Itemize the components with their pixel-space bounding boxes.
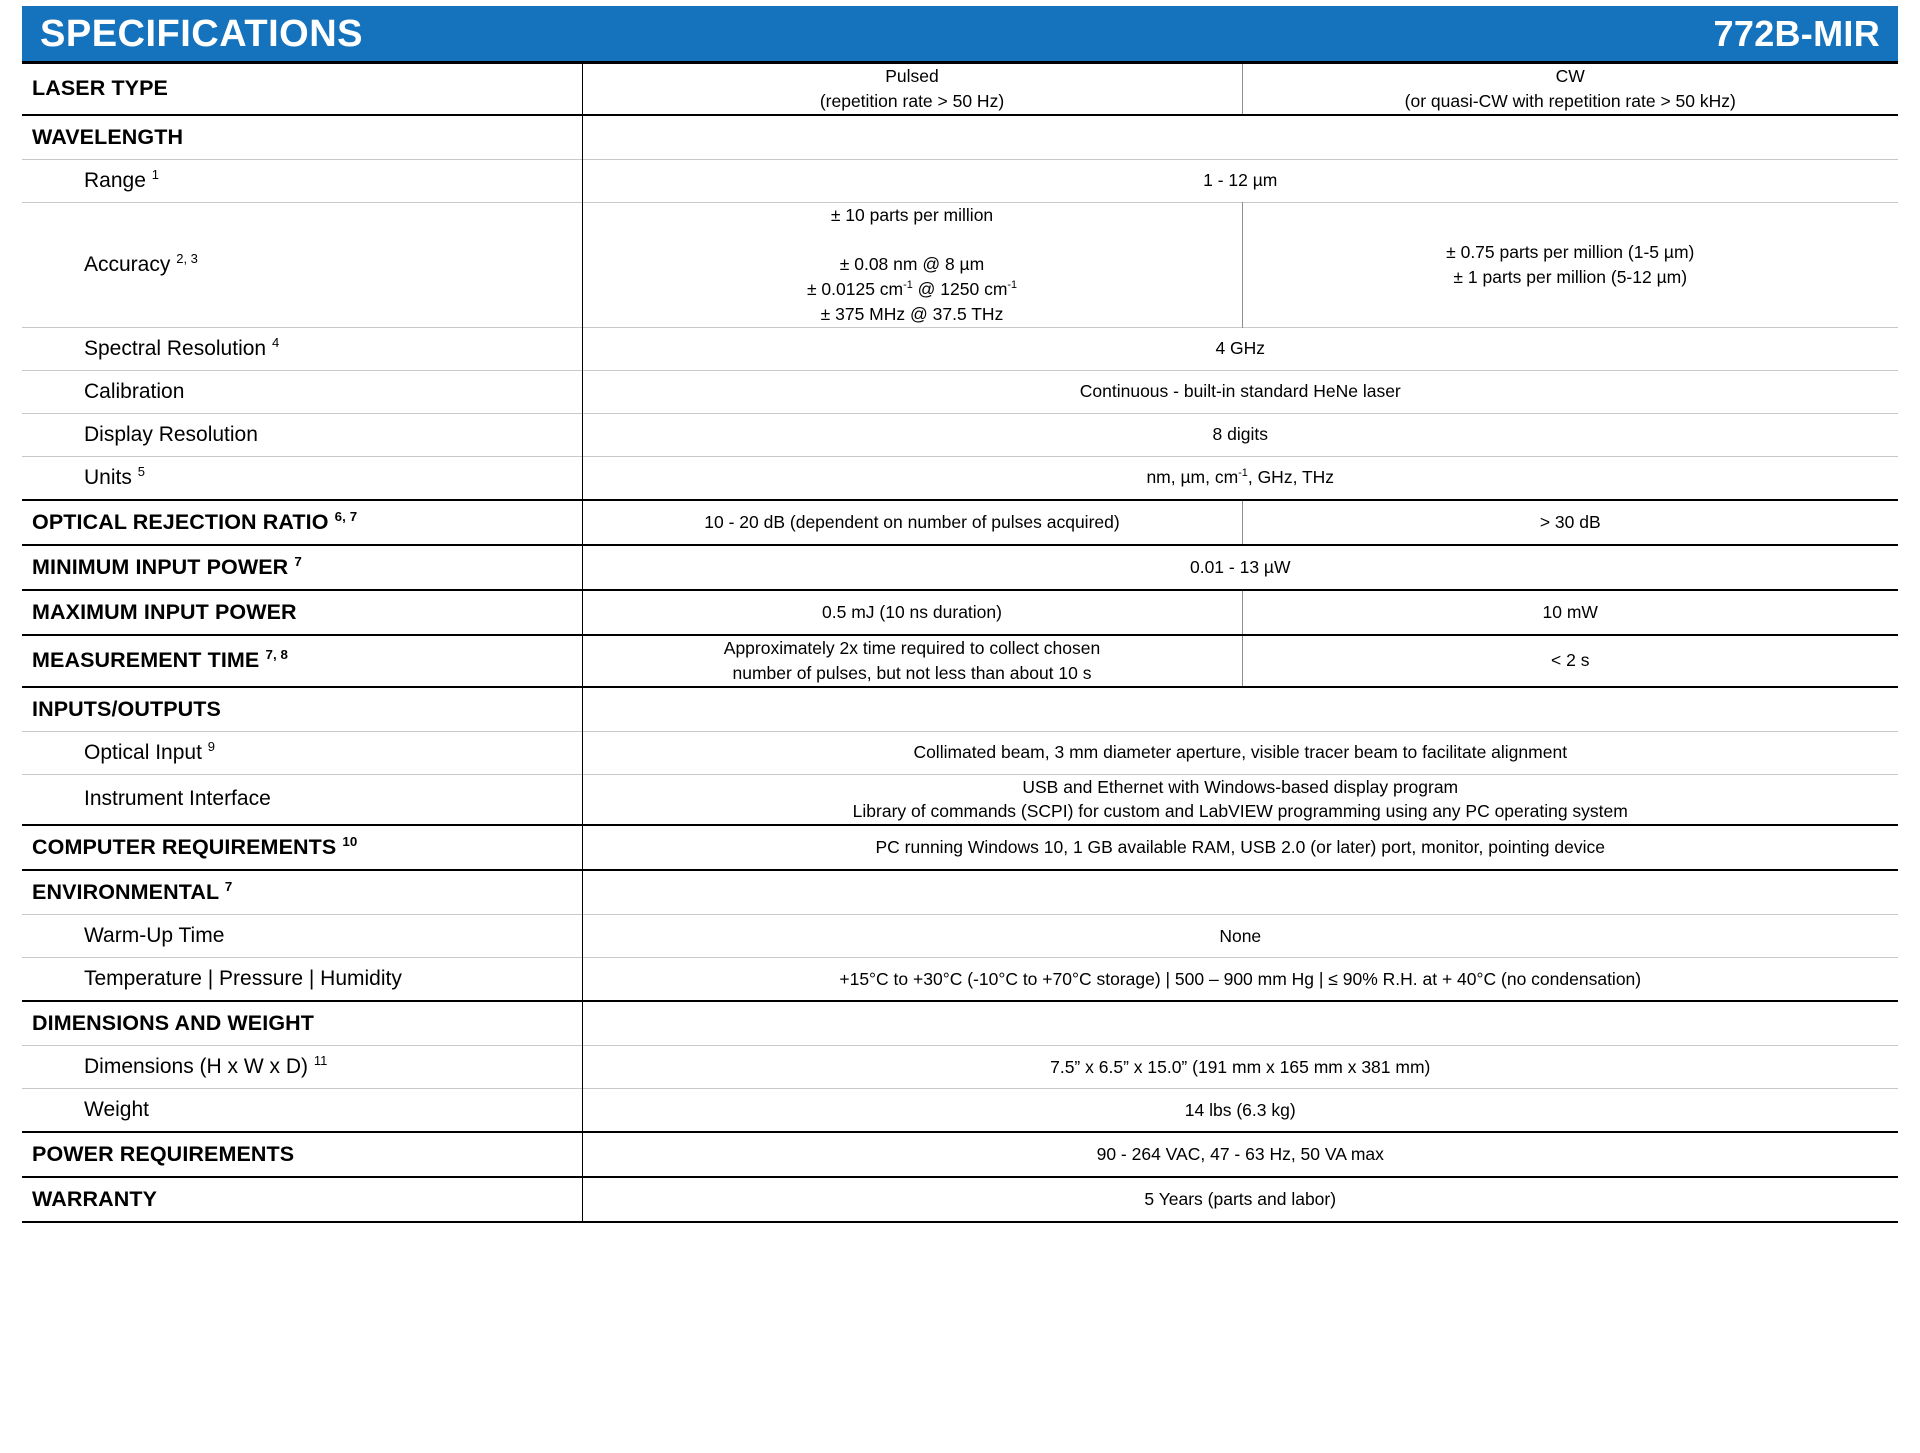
table-row bbox=[22, 774, 1898, 825]
section-label: OPTICAL REJECTION RATIO $^{6, 7}$ bbox=[32, 508, 358, 534]
table-row bbox=[22, 825, 1898, 870]
row-value-cw: CW (or quasi-CW with repetition rate > 50 kHz) bbox=[1404, 66, 1736, 111]
row-label-cell bbox=[22, 915, 582, 958]
row-label-cell bbox=[22, 1132, 582, 1177]
row-label-cell bbox=[22, 1046, 582, 1089]
row-label-cell bbox=[22, 825, 582, 870]
row-value bbox=[582, 115, 1898, 160]
table-row bbox=[22, 115, 1898, 160]
table-row bbox=[22, 1132, 1898, 1177]
table-row bbox=[22, 202, 1898, 327]
row-value: +15°C to +30°C (-10°C to +70°C storage) | 500 – 900 mm Hg | ≤ 90% R.H. at + 40°C (no condensation) bbox=[582, 958, 1898, 1002]
row-label-cell bbox=[22, 590, 582, 635]
specifications-body bbox=[22, 64, 1898, 1222]
row-label-cell bbox=[22, 370, 582, 413]
table-row bbox=[22, 500, 1898, 545]
table-row bbox=[22, 1046, 1898, 1089]
table-row bbox=[22, 635, 1898, 687]
table-row bbox=[22, 327, 1898, 370]
row-value-cw: 10 mW bbox=[1242, 590, 1898, 635]
row-value-pulsed: 0.5 mJ (10 ns duration) bbox=[582, 590, 1242, 635]
table-row bbox=[22, 64, 1898, 115]
table-row bbox=[22, 159, 1898, 202]
row-label-cell bbox=[22, 870, 582, 915]
row-value-cw: < 2 s bbox=[1242, 635, 1898, 687]
section-label: LASER TYPE bbox=[32, 76, 168, 101]
row-label-cell bbox=[22, 1089, 582, 1133]
section-label: DIMENSIONS AND WEIGHT bbox=[32, 1011, 314, 1036]
row-value: 14 lbs (6.3 kg) bbox=[582, 1089, 1898, 1133]
specifications-header bbox=[22, 6, 1898, 64]
sub-label: Units $^5$ bbox=[84, 463, 145, 489]
table-row bbox=[22, 958, 1898, 1002]
section-label: POWER REQUIREMENTS bbox=[32, 1142, 295, 1167]
table-row bbox=[22, 1089, 1898, 1133]
table-row bbox=[22, 413, 1898, 456]
row-value: None bbox=[582, 915, 1898, 958]
row-value bbox=[582, 1001, 1898, 1046]
sub-label: Display Resolution bbox=[84, 422, 258, 446]
row-value-pulsed: Approximately 2x time required to collect chosen number of pulses, but not less than about 10 s bbox=[582, 635, 1242, 687]
row-value: 7.5” x 6.5” x 15.0” (191 mm x 165 mm x 381 mm) bbox=[582, 1046, 1898, 1089]
table-row bbox=[22, 545, 1898, 590]
table-row bbox=[22, 1177, 1898, 1222]
row-value: USB and Ethernet with Windows-based display program Library of commands (SCPI) for custom and LabVIEW programming using any PC operating system bbox=[582, 774, 1898, 825]
row-label-cell bbox=[22, 545, 582, 590]
sub-label: Temperature | Pressure | Humidity bbox=[84, 967, 402, 991]
table-row bbox=[22, 456, 1898, 500]
row-label-cell bbox=[22, 731, 582, 774]
row-value bbox=[582, 687, 1898, 732]
row-value: 0.01 - 13 µW bbox=[582, 545, 1898, 590]
sub-label: Calibration bbox=[84, 379, 185, 403]
row-label-cell bbox=[22, 413, 582, 456]
row-label-cell bbox=[22, 774, 582, 825]
row-value: Collimated beam, 3 mm diameter aperture, visible tracer beam to facilitate alignment bbox=[582, 731, 1898, 774]
row-label-cell bbox=[22, 1177, 582, 1222]
row-value-cw: ± 0.75 parts per million (1-5 µm) ± 1 parts per million (5-12 µm) bbox=[1242, 202, 1898, 327]
sub-label: Accuracy $^{2, 3}$ bbox=[84, 250, 198, 276]
row-value-pulsed: Pulsed (repetition rate > 50 Hz) bbox=[582, 64, 1242, 115]
sub-label: Spectral Resolution $^4$ bbox=[84, 334, 280, 360]
row-value: Continuous - built-in standard HeNe laser bbox=[582, 370, 1898, 413]
row-label-cell bbox=[22, 1001, 582, 1046]
table-row bbox=[22, 731, 1898, 774]
table-row bbox=[22, 1001, 1898, 1046]
section-label: WARRANTY bbox=[32, 1187, 158, 1212]
row-value bbox=[582, 870, 1898, 915]
sub-label: Range $^1$ bbox=[84, 166, 159, 192]
section-label: ENVIRONMENTAL $^7$ bbox=[32, 879, 233, 905]
section-label: MEASUREMENT TIME $^{7, 8}$ bbox=[32, 647, 289, 673]
row-value-cw: > 30 dB bbox=[1242, 500, 1898, 545]
row-value: nm, µm, $cm^{-1}$, GHz, THz bbox=[582, 456, 1898, 500]
row-label-cell bbox=[22, 500, 582, 545]
sub-label: Instrument Interface bbox=[84, 787, 271, 811]
row-label-cell bbox=[22, 64, 582, 115]
row-value: PC running Windows 10, 1 GB available RAM, USB 2.0 (or later) port, monitor, pointing device bbox=[582, 825, 1898, 870]
row-value: 4 GHz bbox=[582, 327, 1898, 370]
row-label-cell bbox=[22, 159, 582, 202]
section-label: WAVELENGTH bbox=[32, 124, 184, 149]
table-row bbox=[22, 370, 1898, 413]
row-value: 90 - 264 VAC, 47 - 63 Hz, 50 VA max bbox=[582, 1132, 1898, 1177]
row-label-cell bbox=[22, 327, 582, 370]
table-row bbox=[22, 687, 1898, 732]
section-label: INPUTS/OUTPUTS bbox=[32, 696, 221, 721]
row-label-cell bbox=[22, 115, 582, 160]
table-row bbox=[22, 590, 1898, 635]
specifications-table bbox=[22, 64, 1898, 1223]
row-value-pulsed: ± 10 parts per million ± 0.08 nm @ 8 µm ± 0.0125 $cm^{-1}$ @ 1250 $cm^{-1}$ ± 375 MHz @ 37.5 THz bbox=[582, 202, 1242, 327]
row-label-cell bbox=[22, 202, 582, 327]
row-value-pulsed: 10 - 20 dB (dependent on number of pulses acquired) bbox=[582, 500, 1242, 545]
sub-label: Warm-Up Time bbox=[84, 924, 225, 948]
row-value: 8 digits bbox=[582, 413, 1898, 456]
page-title: SPECIFICATIONS bbox=[40, 12, 363, 55]
section-label: COMPUTER REQUIREMENTS $^{10}$ bbox=[32, 834, 358, 860]
sub-label: Optical Input $^9$ bbox=[84, 738, 215, 764]
row-value: 5 Years (parts and labor) bbox=[582, 1177, 1898, 1222]
table-row bbox=[22, 870, 1898, 915]
sub-label: Dimensions (H x W x D) $^{11}$ bbox=[84, 1053, 328, 1079]
section-label: MAXIMUM INPUT POWER bbox=[32, 599, 297, 624]
row-label-cell bbox=[22, 958, 582, 1002]
row-label-cell bbox=[22, 635, 582, 687]
model-number: 772B-MIR bbox=[1713, 12, 1880, 54]
table-row bbox=[22, 915, 1898, 958]
row-label-cell bbox=[22, 456, 582, 500]
sub-label: Weight bbox=[84, 1098, 149, 1122]
row-value: 1 - 12 µm bbox=[582, 159, 1898, 202]
row-label-cell bbox=[22, 687, 582, 732]
section-label: MINIMUM INPUT POWER $^7$ bbox=[32, 553, 302, 579]
